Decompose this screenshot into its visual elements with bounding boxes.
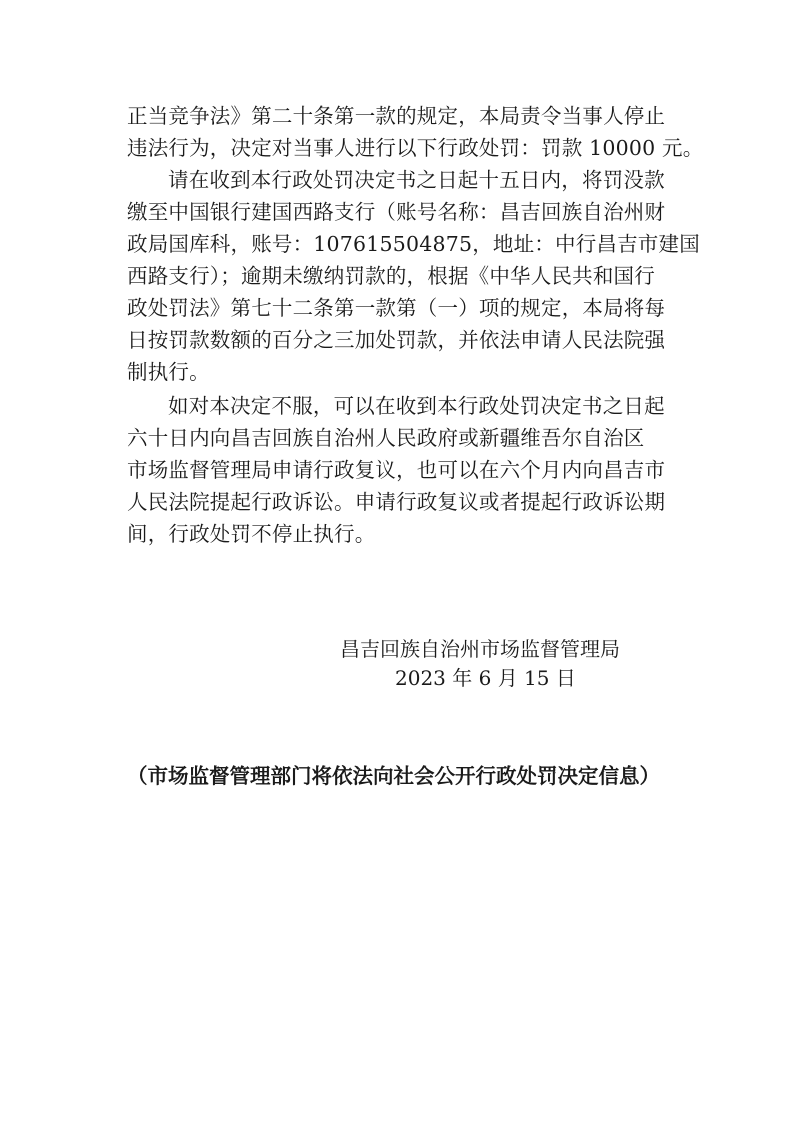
public-disclosure-notice: （市场监督管理部门将依法向社会公开行政处罚决定信息） <box>127 764 660 788</box>
paragraph-3-line-3: 市场监督管理局申请行政复议，也可以在六个月内向昌吉市 <box>127 458 666 482</box>
signature-organization: 昌吉回族自治州市场监督管理局 <box>340 637 620 661</box>
paragraph-1-line-2: 违法行为，决定对当事人进行以下行政处罚：罚款 10000 元。 <box>127 136 704 160</box>
paragraph-2-line-3: 政局国库科，账号：107615504875，地址：中行昌吉市建国 <box>127 232 700 256</box>
paragraph-2-line-6: 日按罚款数额的百分之三加处罚款，并依法申请人民法院强 <box>127 328 666 352</box>
paragraph-3-line-4: 人民法院提起行政诉讼。申请行政复议或者提起行政诉讼期 <box>127 490 666 514</box>
paragraph-2-line-2: 缴至中国银行建国西路支行（账号名称：昌吉回族自治州财 <box>127 200 666 224</box>
paragraph-2-line-7: 制执行。 <box>127 360 210 384</box>
paragraph-1-line-1: 正当竞争法》第二十条第一款的规定，本局责令当事人停止 <box>127 104 666 128</box>
paragraph-3-line-1: 如对本决定不服，可以在收到本行政处罚决定书之日起 <box>168 394 665 418</box>
paragraph-2-line-1: 请在收到本行政处罚决定书之日起十五日内，将罚没款 <box>168 168 665 192</box>
paragraph-2-line-5: 政处罚法》第七十二条第一款第（一）项的规定，本局将每 <box>127 296 666 320</box>
paragraph-3-line-2: 六十日内向昌吉回族自治州人民政府或新疆维吾尔自治区 <box>127 426 645 450</box>
signature-date: 2023 年 6 月 15 日 <box>395 666 576 690</box>
paragraph-3-line-5: 间，行政处罚不停止执行。 <box>127 522 376 546</box>
paragraph-2-line-4: 西路支行）；逾期未缴纳罚款的，根据《中华人民共和国行 <box>127 264 655 288</box>
